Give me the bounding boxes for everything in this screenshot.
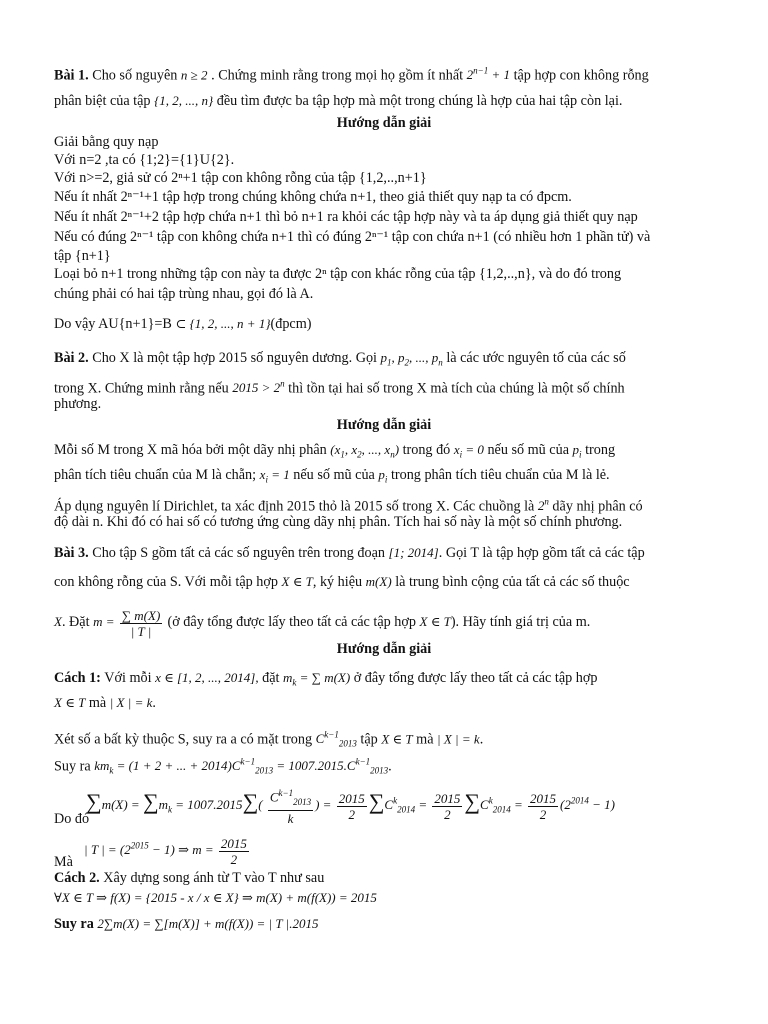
bai1-text: Cho số nguyên: [92, 67, 178, 84]
bai2-text: thì tồn tại hai số trong X mà tích của chúng là một số chính: [288, 380, 625, 397]
math-abs-X-k: | X | = k: [109, 695, 153, 710]
bai3-text: Mà: [54, 854, 73, 870]
bai3-text: . Gọi T là tập hợp gồm tất cả các tập: [438, 545, 645, 561]
bai3-text: Suy ra: [54, 758, 91, 775]
math-bijection: ∀X ∈ T ⇒ f(X) = {2015 - x / x ∈ X} ⇒ m(X) + m(f(X)) = 2015: [54, 890, 377, 905]
bai3-text: Xây dựng song ánh từ T vào T như sau: [103, 870, 325, 886]
math-binary-seq: ($x_1$, $x_2$, ..., $x_n$): [330, 442, 400, 460]
math-sum-chain: $\sum m(X) = \sum m_k = 1007.2015\sum$( $\frac{C^{k-1}_{2013}}{k}$ ) = $\frac{2015}{2}$ $\sum C^k_{2014}$ = $\frac{2015}{2}$ $\sum C^k_{2014}$ = $\frac{2015}{2}$ $(2^{2014} - 1)$: [86, 788, 615, 827]
bai2-title: Bài 2.: [54, 350, 89, 366]
bai2-heading: Hướng dẫn giải: [336, 417, 432, 433]
bai2-text: trong đó: [402, 442, 451, 458]
math-X-in-T: X ∈ T: [281, 574, 313, 589]
bai1-text: đều tìm được ba tập hợp mà một trong chúng là hợp của hai tập còn lại.: [216, 93, 623, 109]
bai2-sol-line4: độ dài n. Khi đó có hai số có tương ứng cùng dãy nhị phân. Tích hai số này là một số chính phương.: [54, 514, 623, 530]
math-interval: [1; 2014]: [388, 545, 439, 560]
bai1-title: Bài 1.: [54, 67, 89, 84]
bai2-line2: [54, 376, 708, 397]
bai3-text: Với mỗi: [104, 670, 152, 686]
bai1-line2: [54, 92, 708, 110]
bai3-text: là trung bình cộng của tất cả các số thuộc: [395, 574, 630, 590]
bai3-cach1-line1: [54, 669, 708, 692]
math-mk-def: $m_k$ = ∑ m(X): [283, 670, 351, 688]
math-X-in-T: X ∈ T: [54, 695, 86, 710]
math-mX: m(X): [365, 574, 392, 589]
bai1-conclusion: [54, 315, 708, 333]
bai2-text: Áp dụng nguyên lí Dirichlet, ta xác định 2015 thỏ là 2015 số trong X. Các chuồng là: [54, 498, 535, 515]
math-xi-0: $x_i = 0$: [453, 442, 484, 460]
bai3-cach2-line: [54, 870, 708, 887]
bai3-cach1-line2: X ∈ T mà | X | = k.: [54, 695, 156, 711]
bai3-text: Suy ra: [54, 916, 94, 932]
bai1-sol-line: Nếu có đúng 2ⁿ⁻¹ tập con không chứa n+1 thì có đúng 2ⁿ⁻¹ tập con chứa n+1 (có nhiều hơn 1 phần tử) và: [54, 229, 651, 245]
bai1-sol-line: Với n>=2, giả sử có 2ⁿ+1 tập con không rỗng của tập {1,2,..,n+1}: [54, 170, 427, 186]
cach1-label: Cách 1:: [54, 670, 101, 686]
math-2n1-plus1: $2^{n-1} + 1$: [466, 66, 511, 83]
bai3-text: tập: [360, 731, 378, 748]
bai1-sol-line: Nếu ít nhất 2ⁿ⁻¹+1 tập hợp trong chúng không chứa n+1, theo giả thiết quy nạp ta có đpcm.: [54, 189, 572, 205]
bai2-text: phân tích tiêu chuẩn của M là chẵn;: [54, 467, 257, 483]
bai1-sol-line: Loại bỏ n+1 trong những tập con này ta được 2ⁿ tập con khác rỗng của tập {1,2,..,n}, và do đó trong: [54, 266, 622, 282]
math-X-in-T: X ∈ T: [419, 614, 451, 629]
math-abs-X-k: | X | = k: [437, 731, 480, 747]
math-pi: $p_i$: [572, 442, 582, 460]
bai2-line1: [54, 349, 708, 372]
math-2015-gt-2n: $2015 > 2^n$: [232, 379, 285, 396]
math-kmk: $km_k = (1 + 2$ + ... + $2014)C^{k-1}_{2013} = 1007.2015.C^{k-1}_{2013}$: [94, 757, 389, 776]
bai2-text: trong X. Chứng minh rằng nếu: [54, 380, 229, 397]
math-set-1-n: {1, 2, ..., n}: [154, 93, 214, 108]
bai2-text: là các ước nguyên tố của các số: [446, 350, 626, 366]
math-T-size: | T | = $(2^{2015} - 1)$ ⇒ m = $\frac{2015}{2}$: [84, 835, 247, 867]
bai1-sol-line: Nếu ít nhất 2ⁿ⁻¹+2 tập hợp chứa n+1 thì bỏ n+1 ra khỏi các tập hợp này và ta áp dụng giả thiết quy nạp: [54, 209, 638, 225]
bai1-text: tập hợp con không rỗng: [513, 67, 649, 84]
bai1-line1: [54, 63, 708, 84]
cach2-label: Cách 2.: [54, 870, 100, 886]
bai1-heading: Hướng dẫn giải: [336, 115, 432, 131]
bai2-text: nếu số mũ của: [487, 442, 569, 458]
bai3-xet-line: Xét số a bất kỳ thuộc S, suy ra a có mặt trong $C^{k-1}_{2013}$ tập X ∈ T mà | X | = k.: [54, 730, 484, 749]
bai2-sol-line1: [54, 441, 708, 464]
bai2-text: dãy nhị phân có: [552, 498, 643, 515]
bai1-sol-line: Giải bằng quy nạp: [54, 134, 159, 150]
math-primes: $p_1$, $p_2$, ..., $p_n$: [380, 350, 443, 368]
bai3-text: (ở đây tổng được lấy theo tất cả các tập hợp: [167, 614, 416, 630]
bai3-ma-line: [54, 828, 708, 870]
bai1-text: . Chứng minh rằng trong mọi họ gồm ít nhất: [211, 67, 464, 84]
bai3-text: con không rỗng của S. Với mỗi tập hợp: [54, 574, 278, 590]
bai1-text: (đpcm): [270, 316, 312, 332]
bai3-line1: [54, 544, 708, 562]
math-subset-set: ⊂ {1, 2, ..., n + 1}: [175, 316, 271, 331]
bai2-sol-line2: [54, 466, 708, 489]
math-C2013: $C^{k-1}_{2013}$: [315, 730, 357, 749]
bai3-text: . Đặt: [61, 614, 90, 630]
bai3-dodo-line: [54, 778, 708, 827]
math-2n: 2$^n$: [537, 497, 549, 514]
bai3-suyra-line: Suy ra $km_k = (1 + 2$ + ... + $2014)C^{k-1}_{2013} = 1007.2015.C^{k-1}_{2013}$.: [54, 757, 392, 776]
bai2-line3: phương.: [54, 396, 102, 412]
bai3-text: mà: [416, 731, 434, 748]
bai3-text: mà: [88, 695, 107, 711]
bai3-bijection-line: [54, 889, 708, 907]
bai3-text: ). Hãy tính giá trị của m.: [450, 614, 591, 630]
bai2-text: Mỗi số M trong X mã hóa bởi một dãy nhị phân: [54, 442, 327, 458]
math-m-def: m = $\frac{\sum m(X)}{| T |}$: [93, 607, 161, 639]
bai1-sol-line: chúng phải có hai tập trùng nhau, gọi đó là A.: [54, 286, 314, 302]
math-pi: $p_i$: [378, 467, 388, 485]
bai3-text: Cho tập S gồm tất cả các số nguyên trên trong đoạn: [92, 545, 385, 561]
bai3-text: ở đây tổng được lấy theo tất cả các tập hợp: [353, 670, 598, 686]
math-X-in-T: X ∈ T: [381, 731, 413, 747]
bai1-sol-line: tập {n+1}: [54, 248, 111, 264]
math-n-ge-2: n ≥ 2: [180, 67, 208, 83]
bai3-heading: Hướng dẫn giải: [336, 641, 432, 657]
bai1-text: Do vậy AU{n+1}=B: [54, 316, 172, 332]
bai3-line2: [54, 573, 708, 591]
bai3-text: , ký hiệu: [312, 574, 363, 590]
bai2-sol-line3: [54, 494, 708, 515]
bai1-text: phân biệt của tập: [54, 93, 151, 109]
bai3-text: Xét số a bất kỳ thuộc S, suy ra a có mặt trong: [54, 731, 313, 748]
bai3-text: đặt: [262, 670, 280, 686]
bai2-text: trong phân tích tiêu chuẩn của M là lẻ.: [390, 467, 610, 483]
bai2-text: nếu số mũ của: [293, 467, 375, 483]
bai3-suyra2-line: [54, 915, 708, 933]
math-X: X: [54, 614, 62, 629]
bai3-line3: [54, 601, 708, 643]
math-final: 2∑m(X) = ∑[m(X)] + m(f(X)) = | T |.2015: [97, 916, 319, 931]
math-x-in-range: x ∈ [1, 2, ..., 2014],: [155, 670, 259, 685]
bai3-text: Do đó: [54, 811, 90, 827]
math-xi-1: $x_i = 1$: [259, 467, 290, 485]
bai2-text: trong: [585, 442, 616, 458]
bai3-title: Bài 3.: [54, 545, 89, 561]
bai2-text: Cho X là một tập hợp 2015 số nguyên dương. Gọi: [92, 350, 377, 366]
bai1-sol-line: Với n=2 ,ta có {1;2}={1}U{2}.: [54, 152, 235, 168]
